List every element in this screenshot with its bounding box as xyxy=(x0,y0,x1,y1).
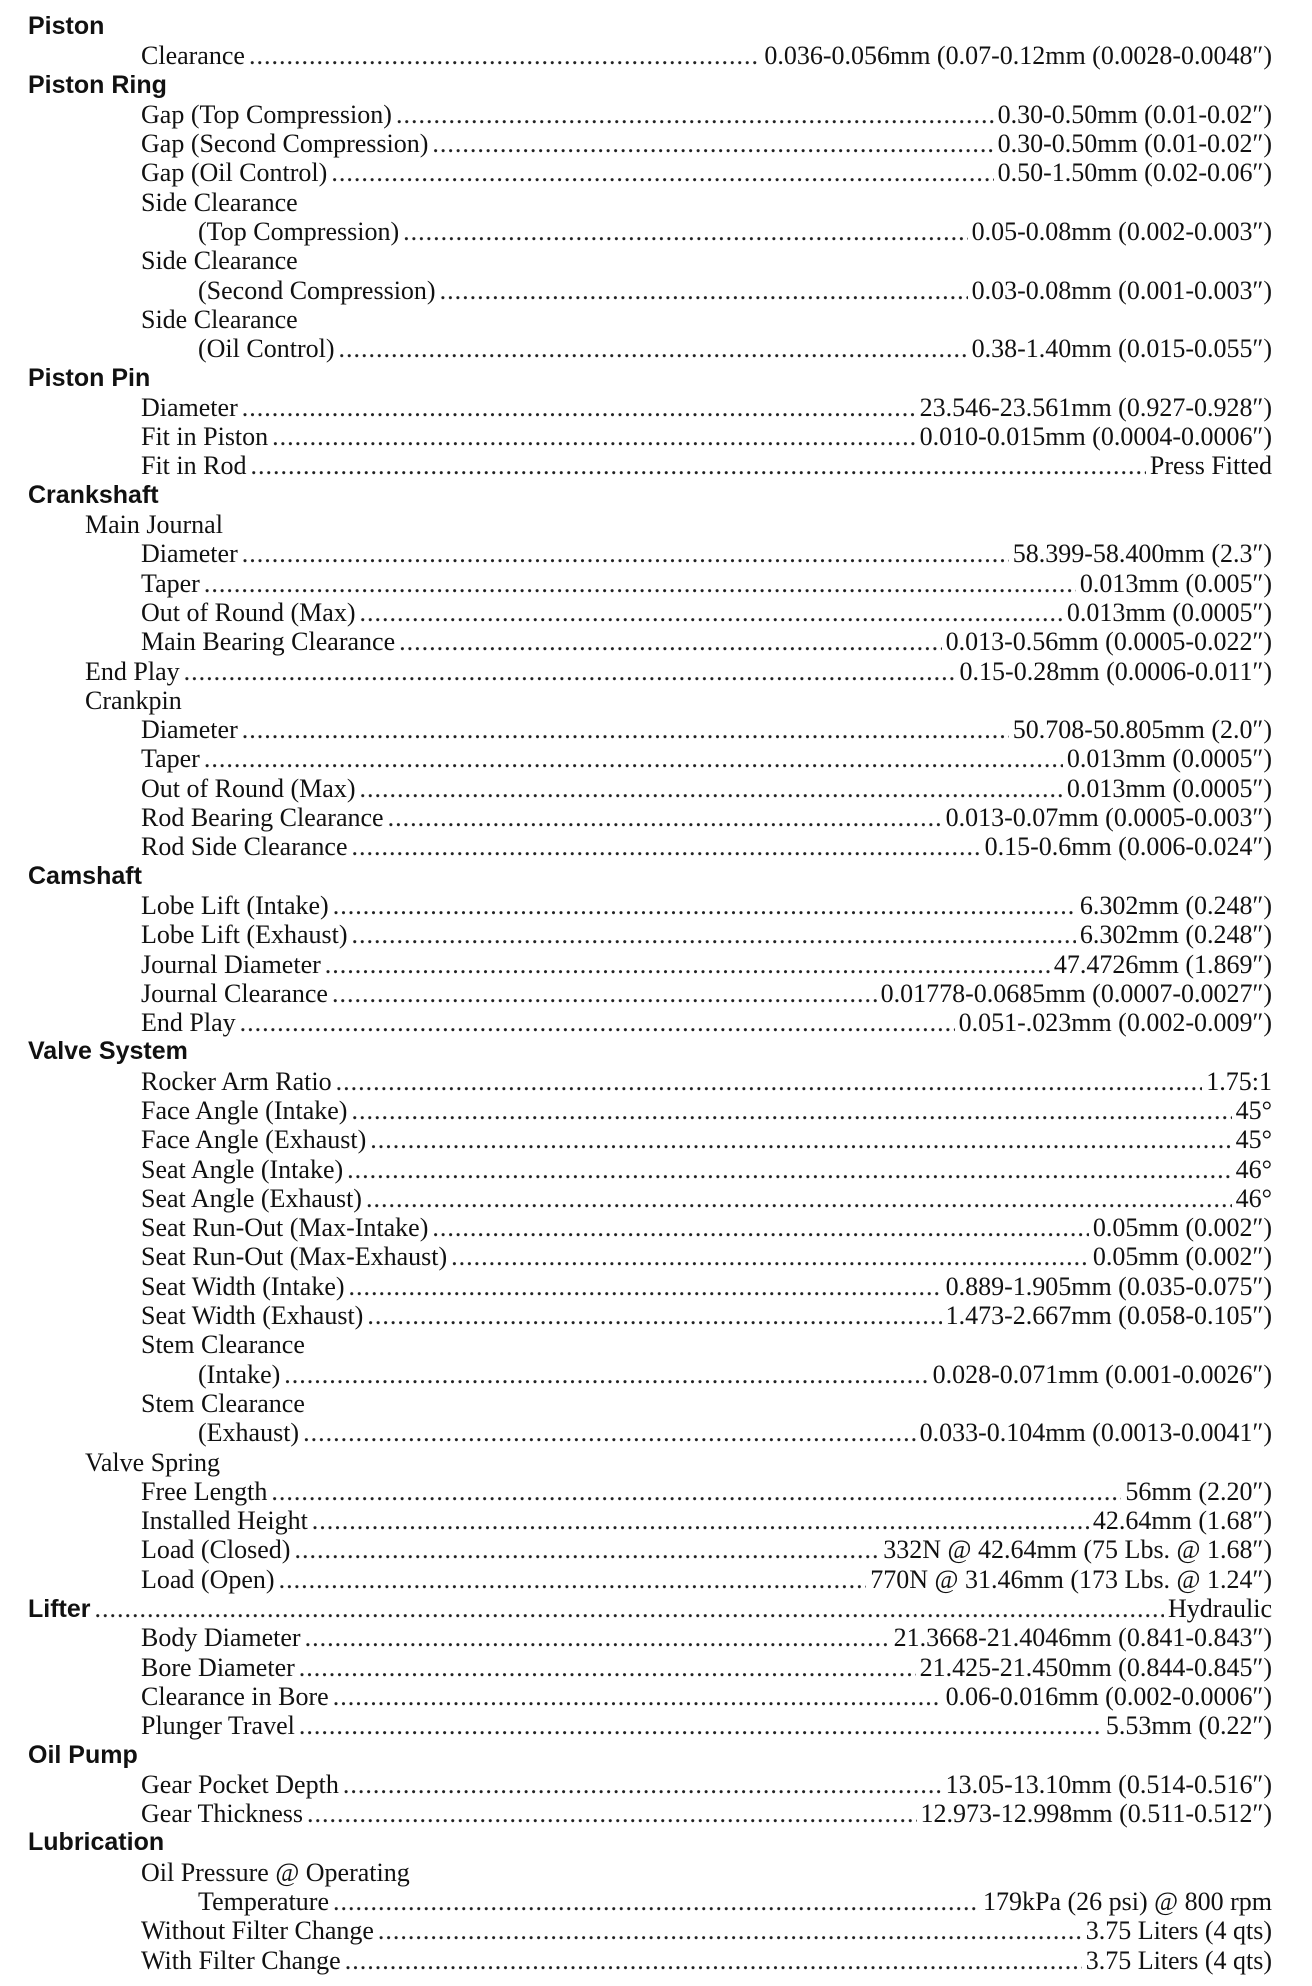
section-heading-valve-system xyxy=(0,1037,1312,1066)
spec-label: End Play xyxy=(85,656,180,686)
spec-value: 1.473-2.667mm (0.058-0.105″) xyxy=(945,1301,1272,1331)
spec-value: 6.302mm (0.248″) xyxy=(1079,920,1272,950)
spec-row-second-compression xyxy=(0,276,1312,305)
spec-label: Taper xyxy=(141,744,200,774)
spec-label: Gap (Oil Control) xyxy=(141,158,328,188)
spec-label: Installed Height xyxy=(141,1506,308,1536)
spec-label: With Filter Change xyxy=(141,1945,341,1975)
section-title: Crankshaft xyxy=(28,480,159,509)
spec-row-gap-oil-control xyxy=(0,158,1312,187)
spec-value: 0.05-0.08mm (0.002-0.003″) xyxy=(971,217,1272,247)
spec-row-oil-pressure-operating xyxy=(0,1858,1312,1887)
dot-leader xyxy=(367,1301,941,1330)
dot-leader xyxy=(271,1477,1121,1506)
spec-value: 46° xyxy=(1235,1154,1272,1184)
spec-label: Seat Run-Out (Max-Intake) xyxy=(141,1213,429,1243)
spec-row-lobe-lift-exhaust xyxy=(0,920,1312,949)
section-heading-lifter xyxy=(0,1594,1312,1623)
spec-row-seat-width-exhaust xyxy=(0,1301,1312,1330)
spec-row-seat-width-intake xyxy=(0,1272,1312,1301)
dot-leader xyxy=(339,334,968,363)
dot-leader xyxy=(388,803,942,832)
dot-leader xyxy=(352,832,981,861)
spec-label: Out of Round (Max) xyxy=(141,773,356,803)
spec-value: 21.425-21.450mm (0.844-0.845″) xyxy=(919,1652,1272,1682)
spec-row-journal-clearance xyxy=(0,979,1312,1008)
spec-label: Gear Pocket Depth xyxy=(141,1769,339,1799)
spec-value: 0.033-0.104mm (0.0013-0.0041″) xyxy=(919,1418,1272,1448)
dot-leader xyxy=(294,1535,879,1564)
spec-label: Body Diameter xyxy=(141,1623,301,1653)
spec-value: 179kPa (26 psi) @ 800 rpm xyxy=(983,1887,1272,1916)
spec-label: Gear Thickness xyxy=(141,1799,303,1829)
spec-value: 0.38-1.40mm (0.015-0.055″) xyxy=(971,334,1272,364)
spec-label: Load (Open) xyxy=(141,1564,275,1594)
spec-value: 21.3668-21.4046mm (0.841-0.843″) xyxy=(893,1623,1272,1653)
dot-leader xyxy=(249,41,760,70)
spec-value: 0.013-0.56mm (0.0005-0.022″) xyxy=(945,627,1272,657)
spec-row-temperature xyxy=(0,1887,1312,1916)
section-heading-oil-pump xyxy=(0,1741,1312,1770)
spec-value: 0.05mm (0.002″) xyxy=(1092,1213,1272,1243)
spec-value: Hydraulic xyxy=(1168,1594,1272,1624)
spec-row-gap-second-compression xyxy=(0,129,1312,158)
spec-label: Out of Round (Max) xyxy=(141,597,356,627)
spec-row-end-play xyxy=(0,1008,1312,1037)
spec-value: 0.013mm (0.005″) xyxy=(1079,568,1272,598)
spec-label: Face Angle (Intake) xyxy=(141,1095,348,1125)
spec-label: Stem Clearance xyxy=(141,1330,305,1360)
spec-label: Seat Angle (Intake) xyxy=(141,1154,344,1184)
dot-leader xyxy=(432,1213,1089,1242)
spec-label: Journal Diameter xyxy=(141,949,321,979)
spec-label: Stem Clearance xyxy=(141,1388,305,1418)
spec-label: Lobe Lift (Intake) xyxy=(141,890,329,920)
dot-leader xyxy=(333,891,1076,920)
spec-label: Rocker Arm Ratio xyxy=(141,1066,332,1096)
spec-label: Diameter xyxy=(141,539,238,569)
dot-leader xyxy=(325,950,1050,979)
spec-value: 50.708-50.805mm (2.0″) xyxy=(1012,715,1272,745)
spec-value: 1.75:1 xyxy=(1206,1066,1272,1096)
spec-value: 45° xyxy=(1235,1095,1272,1125)
spec-value: 47.4726mm (1.869″) xyxy=(1053,949,1272,979)
spec-row-oil-control xyxy=(0,334,1312,363)
spec-value: 0.889-1.905mm (0.035-0.075″) xyxy=(945,1271,1272,1301)
spec-row-diameter xyxy=(0,715,1312,744)
spec-label: Taper xyxy=(141,568,200,598)
section-heading-crankshaft xyxy=(0,481,1312,510)
spec-row-out-of-round-max xyxy=(0,774,1312,803)
spec-value: 0.010-0.015mm (0.0004-0.0006″) xyxy=(919,422,1272,452)
spec-label: Side Clearance xyxy=(141,304,298,334)
spec-label: (Exhaust) xyxy=(198,1418,300,1448)
dot-leader xyxy=(345,1946,1082,1975)
section-heading-piston-ring xyxy=(0,71,1312,100)
dot-leader xyxy=(284,1360,928,1389)
section-heading-piston xyxy=(0,12,1312,41)
spec-row-side-clearance xyxy=(0,188,1312,217)
spec-row-gap-top-compression xyxy=(0,100,1312,129)
spec-value: Press Fitted xyxy=(1149,451,1272,481)
spec-value: 0.013-0.07mm (0.0005-0.003″) xyxy=(945,803,1272,833)
spec-row-out-of-round-max xyxy=(0,598,1312,627)
section-heading-camshaft xyxy=(0,862,1312,891)
spec-label: Gap (Top Compression) xyxy=(141,99,392,129)
spec-label: (Intake) xyxy=(198,1359,281,1389)
spec-row-bore-diameter xyxy=(0,1653,1312,1682)
section-title: Lifter xyxy=(28,1595,91,1624)
spec-label: Main Bearing Clearance xyxy=(141,627,396,657)
spec-value: 332N @ 42.64mm (75 Lbs. @ 1.68″) xyxy=(883,1535,1272,1565)
dot-leader xyxy=(204,744,1063,773)
spec-row-journal-diameter xyxy=(0,950,1312,979)
spec-row-gear-pocket-depth xyxy=(0,1770,1312,1799)
dot-leader xyxy=(272,422,915,451)
dot-leader xyxy=(451,1242,1089,1271)
dot-leader xyxy=(370,1125,1231,1154)
dot-leader xyxy=(343,1770,942,1799)
spec-row-taper xyxy=(0,569,1312,598)
spec-label: (Top Compression) xyxy=(198,217,400,247)
spec-label: Side Clearance xyxy=(141,246,298,276)
spec-value: 0.15-0.6mm (0.006-0.024″) xyxy=(984,832,1272,862)
dot-leader xyxy=(299,1711,1102,1740)
dot-leader xyxy=(95,1594,1165,1623)
spec-value: 23.546-23.561mm (0.927-0.928″) xyxy=(919,392,1272,422)
spec-value: 6.302mm (0.248″) xyxy=(1079,890,1272,920)
spec-row-top-compression xyxy=(0,217,1312,246)
dot-leader xyxy=(359,774,1062,803)
spec-value: 0.013mm (0.0005″) xyxy=(1066,773,1272,803)
spec-label: (Oil Control) xyxy=(198,334,335,364)
dot-leader xyxy=(403,217,967,246)
spec-value: 0.03-0.08mm (0.001-0.003″) xyxy=(971,275,1272,305)
spec-value: 0.15-0.28mm (0.0006-0.011″) xyxy=(959,656,1272,686)
spec-label: Seat Width (Exhaust) xyxy=(141,1301,364,1331)
spec-label: Clearance xyxy=(141,41,245,71)
spec-value: 58.399-58.400mm (2.3″) xyxy=(1012,539,1272,569)
spec-label: Fit in Piston xyxy=(141,422,269,452)
dot-leader xyxy=(440,276,968,305)
spec-value: 0.30-0.50mm (0.01-0.02″) xyxy=(997,129,1272,159)
spec-label: Free Length xyxy=(141,1476,268,1506)
dot-leader xyxy=(378,1916,1082,1945)
dot-leader xyxy=(250,451,1145,480)
spec-label: Seat Angle (Exhaust) xyxy=(141,1183,362,1213)
spec-row-face-angle-exhaust xyxy=(0,1125,1312,1154)
spec-value: 3.75 Liters (4 qts) xyxy=(1085,1916,1272,1946)
spec-value: 0.051-.023mm (0.002-0.009″) xyxy=(958,1008,1272,1038)
dot-leader xyxy=(242,715,1009,744)
spec-value: 3.75 Liters (4 qts) xyxy=(1085,1945,1272,1975)
spec-label: Gap (Second Compression) xyxy=(141,129,429,159)
spec-row-taper xyxy=(0,744,1312,773)
spec-value: 5.53mm (0.22″) xyxy=(1105,1711,1272,1741)
spec-row-main-bearing-clearance xyxy=(0,627,1312,656)
spec-value: 0.05mm (0.002″) xyxy=(1092,1242,1272,1272)
spec-label: (Second Compression) xyxy=(198,275,436,305)
spec-row-face-angle-intake xyxy=(0,1096,1312,1125)
dot-leader xyxy=(240,1008,955,1037)
dot-leader xyxy=(399,627,941,656)
spec-label: Rod Side Clearance xyxy=(141,832,348,862)
spec-value: 0.013mm (0.0005″) xyxy=(1066,744,1272,774)
spec-row-rocker-arm-ratio xyxy=(0,1067,1312,1096)
spec-row-fit-in-rod xyxy=(0,451,1312,480)
dot-leader xyxy=(312,1506,1089,1535)
section-title: Piston Pin xyxy=(28,363,151,392)
spec-row-installed-height xyxy=(0,1506,1312,1535)
spec-row-clearance xyxy=(0,41,1312,70)
spec-value: 12.973-12.998mm (0.511-0.512″) xyxy=(920,1799,1272,1829)
dot-leader xyxy=(349,1272,942,1301)
spec-row-seat-angle-exhaust xyxy=(0,1184,1312,1213)
spec-row-lobe-lift-intake xyxy=(0,891,1312,920)
dot-leader xyxy=(303,1418,915,1447)
spec-label: Temperature xyxy=(198,1887,329,1916)
dot-leader xyxy=(333,1887,979,1916)
spec-value: 56mm (2.20″) xyxy=(1125,1476,1272,1506)
spec-label: Face Angle (Exhaust) xyxy=(141,1125,367,1155)
spec-row-with-filter-change xyxy=(0,1946,1312,1975)
section-title: Piston xyxy=(28,12,105,40)
section-heading-lubrication xyxy=(0,1828,1312,1857)
spec-label: Crankpin xyxy=(85,685,182,715)
spec-value: 0.028-0.071mm (0.001-0.0026″) xyxy=(932,1359,1272,1389)
spec-label: Rod Bearing Clearance xyxy=(141,803,384,833)
spec-label: Without Filter Change xyxy=(141,1916,374,1946)
spec-row-stem-clearance xyxy=(0,1389,1312,1418)
section-title: Oil Pump xyxy=(28,1740,138,1769)
spec-label: Plunger Travel xyxy=(141,1711,295,1741)
spec-value: 45° xyxy=(1235,1125,1272,1155)
spec-value: 0.036-0.056mm (0.07-0.12mm (0.0028-0.0048″) xyxy=(764,41,1272,71)
section-title: Valve System xyxy=(28,1037,188,1066)
spec-row-load-open xyxy=(0,1565,1312,1594)
spec-row-body-diameter xyxy=(0,1623,1312,1652)
spec-label: Seat Width (Intake) xyxy=(141,1271,345,1301)
spec-row-rod-bearing-clearance xyxy=(0,803,1312,832)
dot-leader xyxy=(366,1184,1232,1213)
spec-label: End Play xyxy=(141,1008,236,1038)
dot-leader xyxy=(299,1653,916,1682)
dot-leader xyxy=(331,158,993,187)
spec-row-valve-spring xyxy=(0,1448,1312,1477)
spec-value: 42.64mm (1.68″) xyxy=(1092,1506,1272,1536)
spec-value: 0.50-1.50mm (0.02-0.06″) xyxy=(997,158,1272,188)
spec-label: Diameter xyxy=(141,392,238,422)
dot-leader xyxy=(333,1682,942,1711)
spec-row-side-clearance xyxy=(0,246,1312,275)
spec-label: Oil Pressure @ Operating xyxy=(141,1857,410,1887)
section-title: Piston Ring xyxy=(28,70,167,99)
dot-leader xyxy=(242,393,916,422)
spec-row-rod-side-clearance xyxy=(0,832,1312,861)
spec-label: Diameter xyxy=(141,715,238,745)
spec-label: Side Clearance xyxy=(141,187,298,217)
spec-row-diameter xyxy=(0,393,1312,422)
spec-label: Seat Run-Out (Max-Exhaust) xyxy=(141,1242,448,1272)
spec-value: 0.013mm (0.0005″) xyxy=(1066,597,1272,627)
dot-leader xyxy=(242,539,1009,568)
spec-value: 0.01778-0.0685mm (0.0007-0.0027″) xyxy=(880,978,1272,1008)
spec-row-stem-clearance xyxy=(0,1330,1312,1359)
dot-leader xyxy=(305,1623,890,1652)
spec-row-exhaust xyxy=(0,1418,1312,1447)
dot-leader xyxy=(184,657,956,686)
spec-row-clearance-in-bore xyxy=(0,1682,1312,1711)
spec-row-seat-run-out-max-intake xyxy=(0,1213,1312,1242)
spec-row-side-clearance xyxy=(0,305,1312,334)
spec-value: 0.30-0.50mm (0.01-0.02″) xyxy=(997,99,1272,129)
spec-label: Load (Closed) xyxy=(141,1535,291,1565)
dot-leader xyxy=(432,129,993,158)
section-heading-piston-pin xyxy=(0,364,1312,393)
section-title: Camshaft xyxy=(28,861,142,890)
spec-row-seat-angle-intake xyxy=(0,1155,1312,1184)
spec-row-gear-thickness xyxy=(0,1799,1312,1828)
dot-leader xyxy=(359,598,1062,627)
spec-label: Lobe Lift (Exhaust) xyxy=(141,920,348,950)
spec-label: Clearance in Bore xyxy=(141,1681,329,1711)
dot-leader xyxy=(347,1155,1231,1184)
spec-row-crankpin xyxy=(0,686,1312,715)
spec-row-intake xyxy=(0,1360,1312,1389)
dot-leader xyxy=(396,100,994,129)
dot-leader xyxy=(352,920,1076,949)
spec-row-without-filter-change xyxy=(0,1916,1312,1945)
spec-label: Bore Diameter xyxy=(141,1652,295,1682)
dot-leader xyxy=(204,569,1076,598)
spec-row-load-closed xyxy=(0,1535,1312,1564)
dot-leader xyxy=(351,1096,1231,1125)
spec-value: 770N @ 31.46mm (173 Lbs. @ 1.24″) xyxy=(870,1564,1272,1594)
spec-row-main-journal xyxy=(0,510,1312,539)
spec-row-free-length xyxy=(0,1477,1312,1506)
spec-label: Valve Spring xyxy=(85,1447,221,1477)
spec-row-fit-in-piston xyxy=(0,422,1312,451)
spec-label: Main Journal xyxy=(85,510,223,540)
dot-leader xyxy=(336,1067,1203,1096)
spec-row-end-play xyxy=(0,657,1312,686)
spec-label: Journal Clearance xyxy=(141,978,328,1008)
dot-leader xyxy=(307,1799,917,1828)
section-title: Lubrication xyxy=(28,1828,165,1857)
spec-label: Fit in Rod xyxy=(141,451,247,481)
spec-row-diameter xyxy=(0,539,1312,568)
spec-row-seat-run-out-max-exhaust xyxy=(0,1242,1312,1271)
dot-leader xyxy=(332,979,877,1008)
spec-value: 46° xyxy=(1235,1183,1272,1213)
spec-value: 13.05-13.10mm (0.514-0.516″) xyxy=(945,1769,1272,1799)
dot-leader xyxy=(279,1565,867,1594)
spec-row-plunger-travel xyxy=(0,1711,1312,1740)
spec-value: 0.06-0.016mm (0.002-0.0006″) xyxy=(945,1681,1272,1711)
